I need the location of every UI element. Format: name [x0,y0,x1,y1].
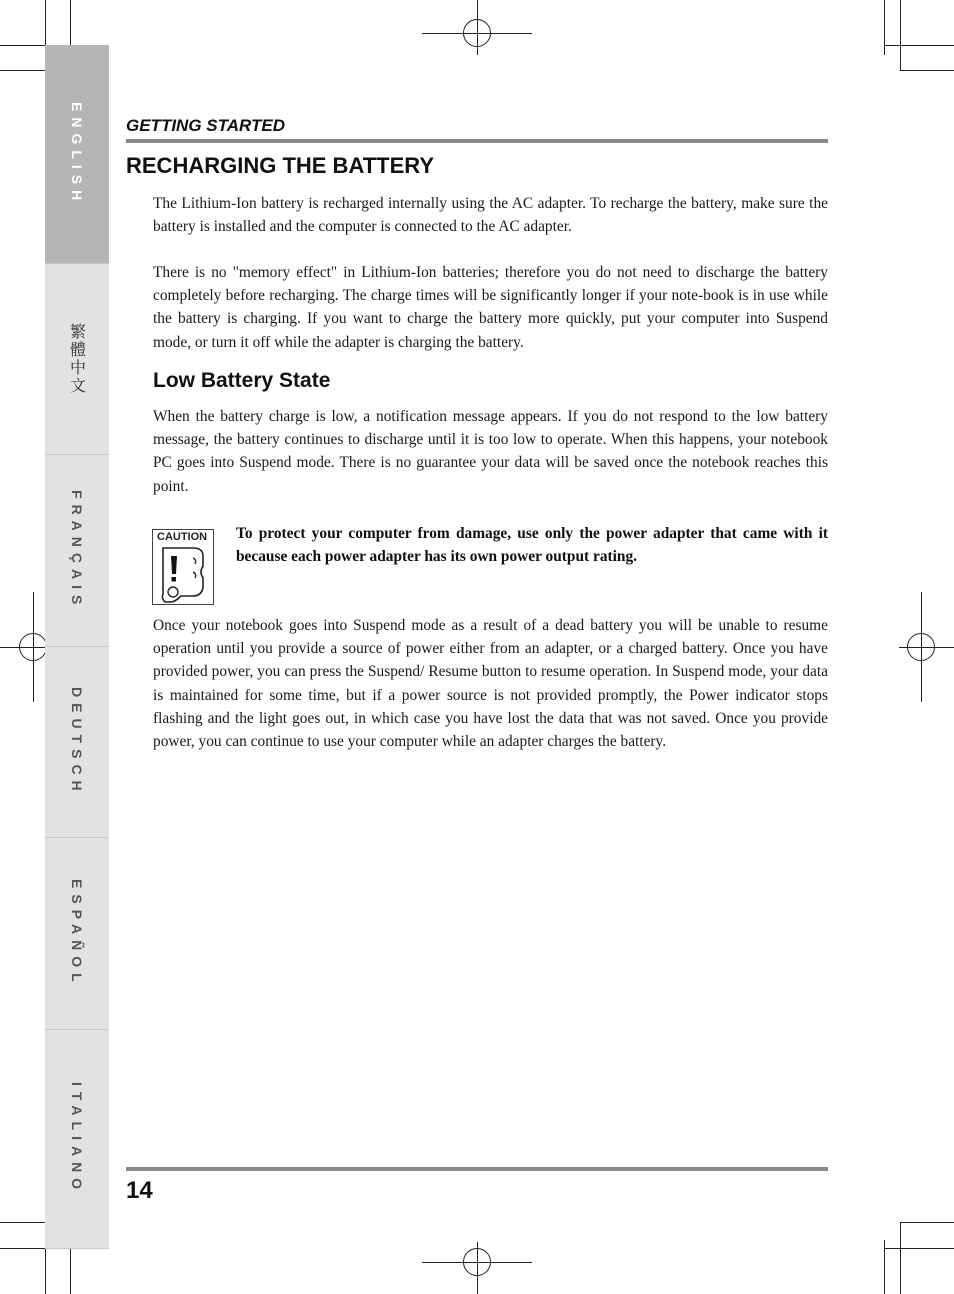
tab-label: FRANÇAIS [69,490,85,611]
paragraph-low-battery: When the battery charge is low, a notification message appears. If you do not respond to the low battery message, the battery continues to discharge until it is too low to operate. When this happens, your notebook PC goes into Suspend mode. There is no guarantee your data will be saved once the notebook reaches this point. [153,408,828,495]
tab-espanol[interactable] [45,838,109,1030]
tab-label: DEUTSCH [69,687,85,797]
paragraph-suspend-mode: Once your notebook goes into Suspend mode as a result of a dead battery you will be unable to resume operation until you provide a source of power either from an adapter, or a charged battery. Once you have provided power, you can press the Suspend/ Resume button to resume operation. In Suspend mode, your data is maintained for some time, but if a power source is not provided promptly, the Power indicator stops flashing and the light goes out, in which case you have lost the data that was not saved. Once you provide power, you can continue to use your computer while an adapter charges the battery. [153,617,828,751]
tab-label: ENGLISH [69,101,85,207]
caution-text: To protect your computer from damage, use only the power adapter that came with it because each power adapter has its own power output rating. [236,525,828,566]
page-heading: RECHARGING THE BATTERY [126,153,434,178]
tab-italiano[interactable] [45,1030,109,1249]
paragraph-memory-effect: There is no "memory effect" in Lithium-Ion batteries; therefore you do not need to discharge the battery completely before recharging. The charge times will be significantly longer if your note-book is in use while the battery is charging. If you want to charge the battery more quickly, put your computer into Suspend mode, or turn it off while the adapter is charging the battery. [153,264,828,351]
caution-icon [152,529,214,605]
page-number: 14 [126,1177,153,1204]
hand-exclamation-icon [153,544,213,604]
tab-francais[interactable] [45,455,109,647]
tab-traditional-chinese[interactable] [45,264,109,455]
paragraph-recharge: The Lithium-Ion battery is recharged internally using the AC adapter. To recharge the battery, make sure the battery is installed and the computer is connected to the AC adapter. [153,195,828,236]
tab-label: ITALIANO [69,1082,85,1196]
header-rule [126,139,828,143]
tab-english[interactable] [45,45,109,264]
footer-rule [126,1167,828,1171]
tab-label: ESPAÑOL [69,879,85,988]
caution-label: CAUTION [157,531,208,543]
tab-deutsch[interactable] [45,647,109,838]
low-battery-heading: Low Battery State [153,369,331,392]
section-title: GETTING STARTED [126,116,285,135]
tab-label: 繁體中文 [67,323,87,395]
